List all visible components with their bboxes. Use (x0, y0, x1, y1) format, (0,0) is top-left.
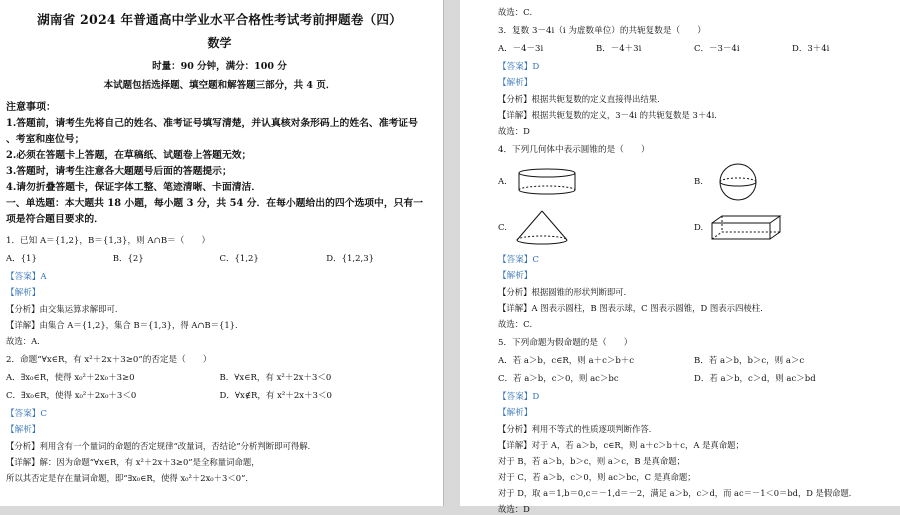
analysis-tag: 【解析】 (498, 408, 533, 418)
conclusion-text: 故选：C． (498, 319, 538, 329)
section-heading: 项是符合题目要求的． (6, 214, 104, 225)
option-c: C．∃x₀∈R，使得 x₀²＋2x₀＋3＜0 (6, 391, 137, 401)
analysis-tag: 【解析】 (6, 425, 41, 435)
note-line: 、考室和座位号； (6, 134, 85, 145)
detail-text: 【详解】由集合 A＝{1,2}，集合 B＝{1,3}，得 A∩B＝{1}． (6, 320, 244, 330)
question-2-options-row2 (6, 390, 433, 402)
question-1-stem: 1．已知 A＝{1,2}，B＝{1,3}，则 A∩B＝（ ） (6, 236, 211, 246)
option-c: C．{1,2} (219, 254, 259, 264)
detail-text: 【详解】对于 A，若 a＞b，c∈R，则 a＋c＞b＋c，A 是真命题； (498, 440, 744, 450)
question-2-stem: 2．命题“∀x∈R，有 x²＋2x＋3≥0”的否定是（ ） (6, 355, 212, 365)
option-b: B．{2} (112, 254, 144, 264)
answer-tag: 【答案】A (6, 272, 47, 282)
answer-tag: 【答案】C (6, 409, 47, 419)
conclusion-text: 故选：D (498, 504, 530, 514)
detail-text: 【详解】A 图表示圆柱，B 图表示球，C 图表示圆锥，D 图表示四棱柱． (498, 303, 769, 313)
analysis-tag: 【解析】 (498, 78, 533, 88)
note-line: 3.答题时，请考生注意各大题题号后面的答题提示； (6, 166, 232, 177)
analysis-text: 【分析】由交集运算求解即可． (6, 304, 124, 314)
shapes-row-1 (498, 162, 890, 202)
option-a: A．－4－3i (498, 44, 544, 54)
doc-title: 湖南省 2024 年普通高中学业水平合格性考试考前押题卷（四） (37, 12, 402, 27)
question-4-stem: 4．下列几何体中表示圆锥的是（ ） (498, 145, 650, 155)
option-b-label: B. (694, 177, 703, 187)
page-right (460, 0, 900, 514)
cylinder-figure (512, 167, 582, 197)
note-line: 2.必须在答题卡上答题，在草稿纸、试题卷上答题无效； (6, 150, 252, 161)
exam-meta: 时量：90 分钟，满分：100 分 (152, 61, 287, 72)
option-a: A．若 a＞b，c∈R，则 a＋c＞b＋c (498, 356, 635, 366)
option-a-cell (498, 167, 694, 197)
question-1-options (6, 253, 433, 265)
question-5-stem: 5．下列命题为假命题的是（ ） (498, 338, 633, 348)
cone-figure (512, 208, 572, 248)
page-gutter (443, 0, 460, 506)
conclusion-text: 所以其否定是存在量词命题，即“∃x₀∈R，使得 x₀²＋2x₀＋3＜0”． (6, 473, 254, 483)
question-3-stem: 3．复数 3－4i（i 为虚数单位）的共轭复数是（ ） (498, 26, 706, 36)
prism-figure (708, 213, 784, 243)
option-d: D．{1,2,3} (326, 254, 375, 264)
analysis-tag: 【解析】 (6, 288, 41, 298)
page-left (0, 0, 443, 506)
option-d: D．3＋4i (792, 44, 830, 54)
question-3-options (498, 43, 890, 55)
exam-description: 本试题包括选择题、填空题和解答题三部分，共 4 页． (103, 80, 336, 91)
option-d: D．∀x∉R，有 x²＋2x＋3＜0 (219, 391, 332, 401)
option-d-label: D. (694, 223, 704, 233)
option-b-cell (694, 162, 890, 202)
option-b: B．若 a＞b，b＞c，则 a＞c (694, 356, 805, 366)
analysis-text: 【分析】根据共轭复数的定义直接得出结果． (498, 94, 666, 104)
option-c: C．若 a＞b，c＞0，则 ac＞bc (498, 374, 619, 384)
notes-heading: 注意事项： (6, 102, 56, 113)
conclusion-text: 故选：A． (6, 336, 46, 346)
detail-text: 对于 B，若 a＞b，b＞c，则 a＞c，B 是真命题； (498, 456, 686, 466)
note-line: 4.请勿折叠答题卡，保证字体工整、笔迹清晰、卡面清洁． (6, 182, 262, 193)
option-c: C．－3－4i (694, 44, 740, 54)
option-a-label: A. (498, 177, 507, 187)
option-d: D．若 a＞b，c＞d，则 ac＞bd (694, 374, 816, 384)
option-c-label: C. (498, 223, 507, 233)
question-5-options-row1 (498, 355, 890, 367)
answer-tag: 【答案】D (498, 392, 540, 402)
option-a: A．{1} (6, 254, 37, 264)
analysis-text: 【分析】利用含有一个量词的命题的否定规律“改量词，否结论”分析判断即可得解． (6, 441, 317, 451)
note-line: 1.答题前，请考生先将自己的姓名、准考证号填写清楚，并认真核对条形码上的姓名、准考证号 (6, 118, 418, 129)
analysis-text: 【分析】根据圆锥的形状判断即可． (498, 287, 632, 297)
detail-text: 对于 D，取 a＝1,b＝0,c＝－1,d＝－2，满足 a＞b，c＞d，而 ac＝－1＜0＝bd，D 是假命题． (498, 488, 858, 498)
answer-tag: 【答案】C (498, 255, 539, 265)
page-edge (443, 0, 444, 506)
detail-text: 【详解】根据共轭复数的定义，3－4i 的共轭复数是 3＋4i． (498, 110, 723, 120)
conclusion-text: 故选：C． (498, 7, 538, 17)
question-2-options-row1 (6, 372, 433, 384)
question-5-options-row2 (498, 373, 890, 385)
analysis-tag: 【解析】 (498, 271, 533, 281)
conclusion-text: 故选：D (498, 126, 530, 136)
doc-subject: 数学 (207, 36, 232, 50)
analysis-text: 【分析】利用不等式的性质逐项判断作答． (498, 424, 658, 434)
section-heading: 一、单选题：本大题共 18 小题，每小题 3 分，共 54 分．在每小题给出的四个选项中，只有一 (6, 198, 424, 209)
answer-tag: 【答案】D (498, 62, 540, 72)
detail-text: 对于 C，若 a＞b，c＞0，则 ac＞bc，C 是真命题； (498, 472, 696, 482)
option-a: A．∃x₀∈R，使得 x₀²＋2x₀＋3≥0 (6, 373, 135, 383)
shapes-row-2 (498, 208, 890, 248)
option-d-cell (694, 213, 890, 243)
detail-text: 【详解】解：因为命题“∀x∈R，有 x²＋2x＋3≥0”是全称量词命题， (6, 457, 260, 467)
option-c-cell (498, 208, 694, 248)
option-b: B．－4＋3i (596, 44, 642, 54)
sphere-figure (708, 162, 768, 202)
option-b: B．∀x∈R，有 x²＋2x＋3＜0 (219, 373, 332, 383)
